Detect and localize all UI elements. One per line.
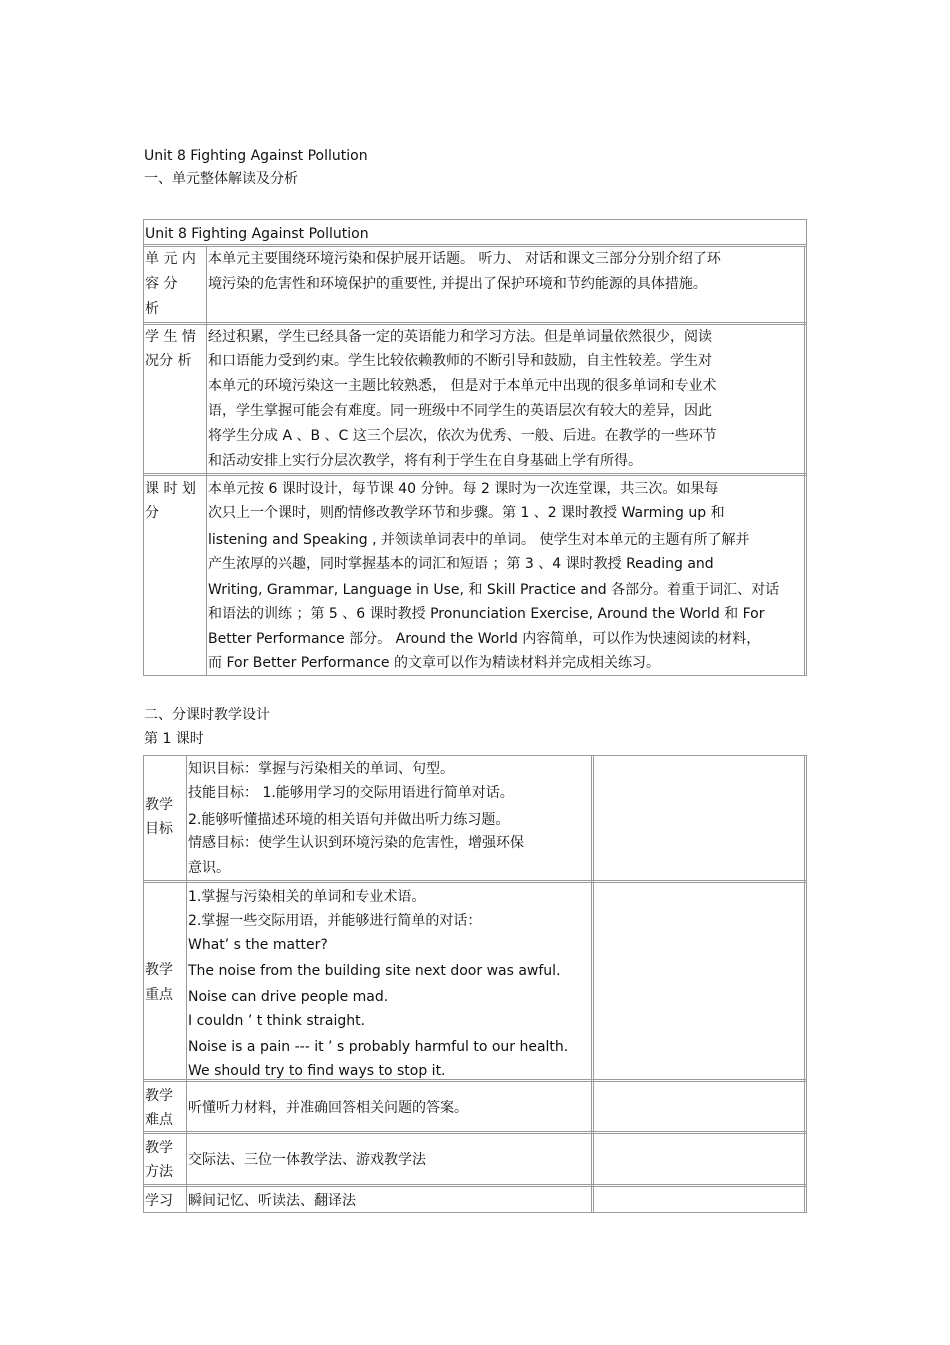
row-content-line: 产生浓厚的兴趣，同时掌握基本的词汇和短语 ；第 3 、4 课时教授 Reading and [208, 556, 714, 572]
row-label-line: 况分 析 [145, 353, 192, 369]
row-content-line: 2.能够听懂描述环境的相关语句并做出听力练习题。 [188, 812, 510, 828]
table2-right-inner-border [804, 755, 805, 1213]
row-content-line: 交际法、三位一体教学法、游戏教学法 [188, 1152, 426, 1168]
table1-row-divider [143, 324, 807, 325]
table2-column-divider [593, 755, 594, 1213]
lesson1-heading: 第 1 课时 [144, 731, 204, 747]
table2-row-divider [143, 1133, 807, 1134]
row-label-line: 析 [145, 301, 159, 317]
row-content-line: 和语法的训练 ；第 5 、6 课时教授 Pronunciation Exercise, Around the World 和 For [208, 606, 765, 622]
row-label-line: 学 生 情 [145, 329, 196, 345]
table2-column-divider [186, 755, 187, 1213]
table1-header-divider-2 [143, 246, 807, 247]
row-content-line: Noise can drive people mad. [188, 989, 389, 1005]
row-label-line: 教学 [145, 1088, 173, 1104]
row-content-line: Better Performance 部分。 Around the World 内容简单，可以作为快速阅读的材料， [208, 631, 761, 647]
table1-right-inner-border [804, 246, 805, 676]
row-label-line: 教学 [145, 962, 173, 978]
table2-row-divider [143, 1186, 807, 1187]
row-label-line: 课 时 划 [145, 481, 196, 497]
row-content-line: 和活动安排上实行分层次教学，将有利于学生在自身基础上学有所得。 [208, 453, 642, 469]
row-content-line: Noise is a pain --- it ’ s probably harmful to our health. [188, 1039, 569, 1055]
table1-header-divider [143, 244, 807, 245]
row-content-line: 知识目标：掌握与污染相关的单词、句型。 [188, 761, 454, 777]
row-content-line: 意识。 [188, 860, 230, 876]
row-label-line: 教学 [145, 797, 173, 813]
section2-heading: 二、分课时教学设计 [144, 707, 270, 723]
row-label-line: 单 元 内 [145, 251, 196, 267]
table2-column-divider [591, 755, 592, 1213]
row-label-line: 目标 [145, 821, 173, 837]
row-label-line: 学习 [145, 1193, 173, 1209]
table2-row-divider [143, 1081, 807, 1082]
table2-row-divider [143, 1184, 807, 1185]
row-content-line: 1.掌握与污染相关的单词和专业术语。 [188, 889, 426, 905]
row-content-line: 和口语能力受到约束。学生比较依赖教师的不断引导和鼓励，自主性较差。学生对 [208, 353, 712, 369]
row-label-line: 容 分 [145, 276, 178, 292]
row-content-line: 境污染的危害性和环境保护的重要性, 并提出了保护环境和节约能源的具体措施。 [208, 276, 707, 292]
row-content-line: 情感目标：使学生认识到环境污染的危害性，增强环保 [188, 835, 524, 851]
table1-row-divider [143, 322, 807, 323]
row-content-line: 2.掌握一些交际用语，并能够进行简单的对话： [188, 913, 482, 929]
row-label-line: 方法 [145, 1164, 173, 1180]
table2-row-divider [143, 1131, 807, 1132]
row-content-line: 本单元的环境污染这一主题比较熟悉， 但是对于本单元中出现的很多单词和专业术 [208, 378, 717, 394]
section1-heading: 一、单元整体解读及分析 [144, 171, 298, 187]
table1-header: Unit 8 Fighting Against Pollution [145, 226, 369, 242]
table2-row-divider [143, 882, 807, 883]
table1-row-divider [143, 473, 807, 474]
row-content-line: listening and Speaking , 并领读单词表中的单词。 使学生对本单元的主题有所了解并 [208, 532, 750, 548]
row-content-line: 经过积累，学生已经具备一定的英语能力和学习方法。但是单词量依然很少，阅读 [208, 329, 712, 345]
table1-row-divider [143, 475, 807, 476]
row-content-line: What’ s the matter? [188, 937, 328, 953]
row-label-line: 分 [145, 505, 159, 521]
row-content-line: 瞬间记忆、听读法、翻译法 [188, 1193, 356, 1209]
row-content-line: The noise from the building site next door was awful. [188, 963, 561, 979]
row-content-line: 而 For Better Performance 的文章可以作为精读材料并完成相关练习。 [208, 655, 660, 671]
row-content-line: I couldn ’ t think straight. [188, 1013, 366, 1029]
row-content-line: 听懂听力材料，并准确回答相关问题的答案。 [188, 1100, 468, 1116]
table2-row-divider [143, 880, 807, 881]
document-title: Unit 8 Fighting Against Pollution [144, 148, 368, 164]
row-label-line: 重点 [145, 987, 173, 1003]
row-content-line: 本单元按 6 课时设计，每节课 40 分钟。每 2 课时为一次连堂课，共三次。如果每 [208, 481, 719, 497]
row-content-line: 将学生分成 A 、B 、C 这三个层次，依次为优秀、一般、后进。在教学的一些环节 [208, 428, 717, 444]
row-label-line: 难点 [145, 1112, 173, 1128]
row-content-line: Writing, Grammar, Language in Use, 和 Skill Practice and 各部分。着重于词汇、对话 [208, 582, 780, 598]
row-content-line: 技能目标： 1.能够用学习的交际用语进行简单对话。 [188, 785, 514, 801]
row-content-line: We should try to find ways to stop it. [188, 1063, 446, 1079]
row-label-line: 教学 [145, 1140, 173, 1156]
row-content-line: 本单元主要围绕环境污染和保护展开话题。 听力、 对话和课文三部分分别介绍了环 [208, 251, 721, 267]
row-content-line: 语，学生掌握可能会有难度。同一班级中不同学生的英语层次有较大的差异，因此 [208, 403, 712, 419]
table1-column-divider [206, 246, 207, 676]
row-content-line: 次只上一个课时，则酌情修改教学环节和步骤。第 1 、2 课时教授 Warming up 和 [208, 505, 725, 521]
